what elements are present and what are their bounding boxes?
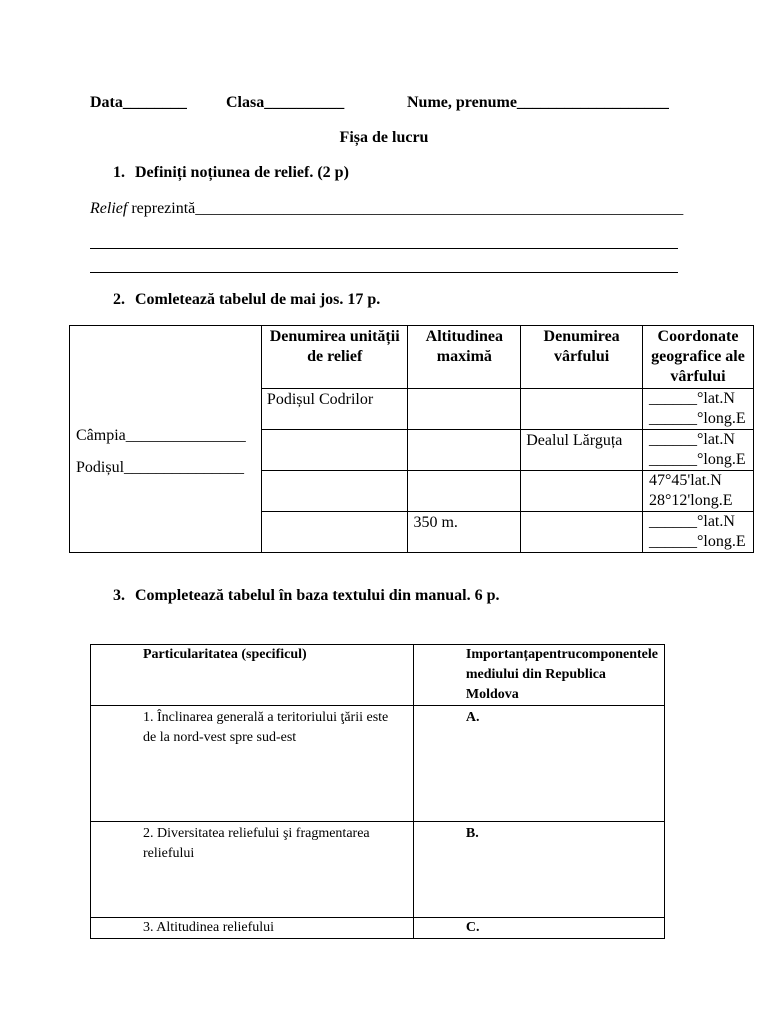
header-unit: Denumirea unității de relief xyxy=(261,326,408,389)
unit-cell xyxy=(261,471,408,512)
name-field: Nume, prenume___________________ xyxy=(407,94,669,111)
peak-cell xyxy=(521,389,643,430)
header-word: pentru xyxy=(535,647,576,662)
altitude-cell xyxy=(408,389,521,430)
question-2 xyxy=(113,291,380,309)
relief-type-cell xyxy=(70,326,262,553)
answer-line-1 xyxy=(90,248,678,249)
header-word: componentele xyxy=(575,647,658,662)
coordinates-cell xyxy=(642,430,753,471)
altitude-cell xyxy=(408,471,521,512)
header-importance-line1 xyxy=(466,645,658,665)
question-2-text: Comletează tabelul de mai jos. 17 p. xyxy=(135,291,381,308)
particularities-table xyxy=(90,644,665,939)
coordinates-cell xyxy=(642,389,753,430)
long-value: ______°long.E xyxy=(648,451,746,468)
table-row xyxy=(91,918,665,939)
importance-label: C. xyxy=(465,920,480,935)
unit-cell: Podișul Codrilor xyxy=(261,389,408,430)
relief-term: Relief xyxy=(90,200,128,217)
answer-line-2 xyxy=(90,272,678,273)
particularity-text: 3. Altitudinea reliefului xyxy=(143,920,275,935)
header-peak: Denumirea vârfului xyxy=(521,326,643,389)
peak-cell: Dealul Lărguța xyxy=(521,430,643,471)
particularity-cell xyxy=(91,822,414,918)
question-3-text: Completează tabelul în baza textului din manual. 6 p. xyxy=(135,587,500,604)
unit-cell xyxy=(261,512,408,553)
particularity-text: 2. Diversitatea reliefului şi fragmentarea reliefului xyxy=(143,826,370,861)
importance-cell xyxy=(413,706,664,822)
particularity-text: 1. Înclinarea generală a teritoriului ţării este de la nord-vest spre sud-est xyxy=(143,710,389,745)
question-2-number: 2. xyxy=(113,291,125,308)
importance-label: B. xyxy=(465,826,479,841)
particularity-cell xyxy=(91,706,414,822)
importance-cell xyxy=(413,822,664,918)
long-value: ______°long.E xyxy=(648,533,746,550)
campia-field: Câmpia_______________ xyxy=(76,427,246,444)
relief-table-header xyxy=(70,326,754,389)
lat-value: ______°lat.N xyxy=(648,431,735,448)
header-coordinates: Coordonate geografice ale vârfului xyxy=(642,326,753,389)
table-row xyxy=(91,822,665,918)
header-particularity xyxy=(91,645,414,706)
importance-cell xyxy=(413,918,664,939)
relief-answer-blank: reprezintă_____________________________________________________________ xyxy=(127,200,684,217)
long-value: 28°12'long.E xyxy=(648,492,733,509)
question-1-text: Definiți noțiunea de relief. (2 p) xyxy=(135,164,349,181)
unit-cell xyxy=(261,430,408,471)
peak-cell xyxy=(521,512,643,553)
altitude-cell xyxy=(408,430,521,471)
question-3 xyxy=(113,587,499,605)
altitude-cell: 350 m. xyxy=(408,512,521,553)
relief-table xyxy=(69,325,754,553)
question-1-number: 1. xyxy=(113,164,125,181)
importance-label: A. xyxy=(465,710,480,725)
header-particularity-text: Particularitatea (specificul) xyxy=(143,647,307,662)
table-row xyxy=(91,706,665,822)
particularities-header xyxy=(91,645,665,706)
particularity-cell xyxy=(91,918,414,939)
long-value: ______°long.E xyxy=(648,410,746,427)
question-1 xyxy=(113,164,349,182)
lat-value: ______°lat.N xyxy=(648,513,735,530)
coordinates-cell xyxy=(642,512,753,553)
lat-value: 47°45'lat.N xyxy=(648,472,722,489)
date-field: Data________ xyxy=(90,94,187,111)
coordinates-cell xyxy=(642,471,753,512)
header-importance-line2: mediului din Republica Moldova xyxy=(465,667,606,702)
header-altitude: Altitudinea maximă xyxy=(408,326,521,389)
podisul-field: Podișul_______________ xyxy=(76,459,245,476)
class-field: Clasa__________ xyxy=(226,94,345,111)
header-word: Importanța xyxy=(465,647,536,662)
page-title: Fișa de lucru xyxy=(339,129,429,146)
lat-value: ______°lat.N xyxy=(648,390,735,407)
relief-answer-line xyxy=(90,200,683,218)
header-importance xyxy=(413,645,664,706)
peak-cell xyxy=(521,471,643,512)
question-3-number: 3. xyxy=(113,587,125,604)
